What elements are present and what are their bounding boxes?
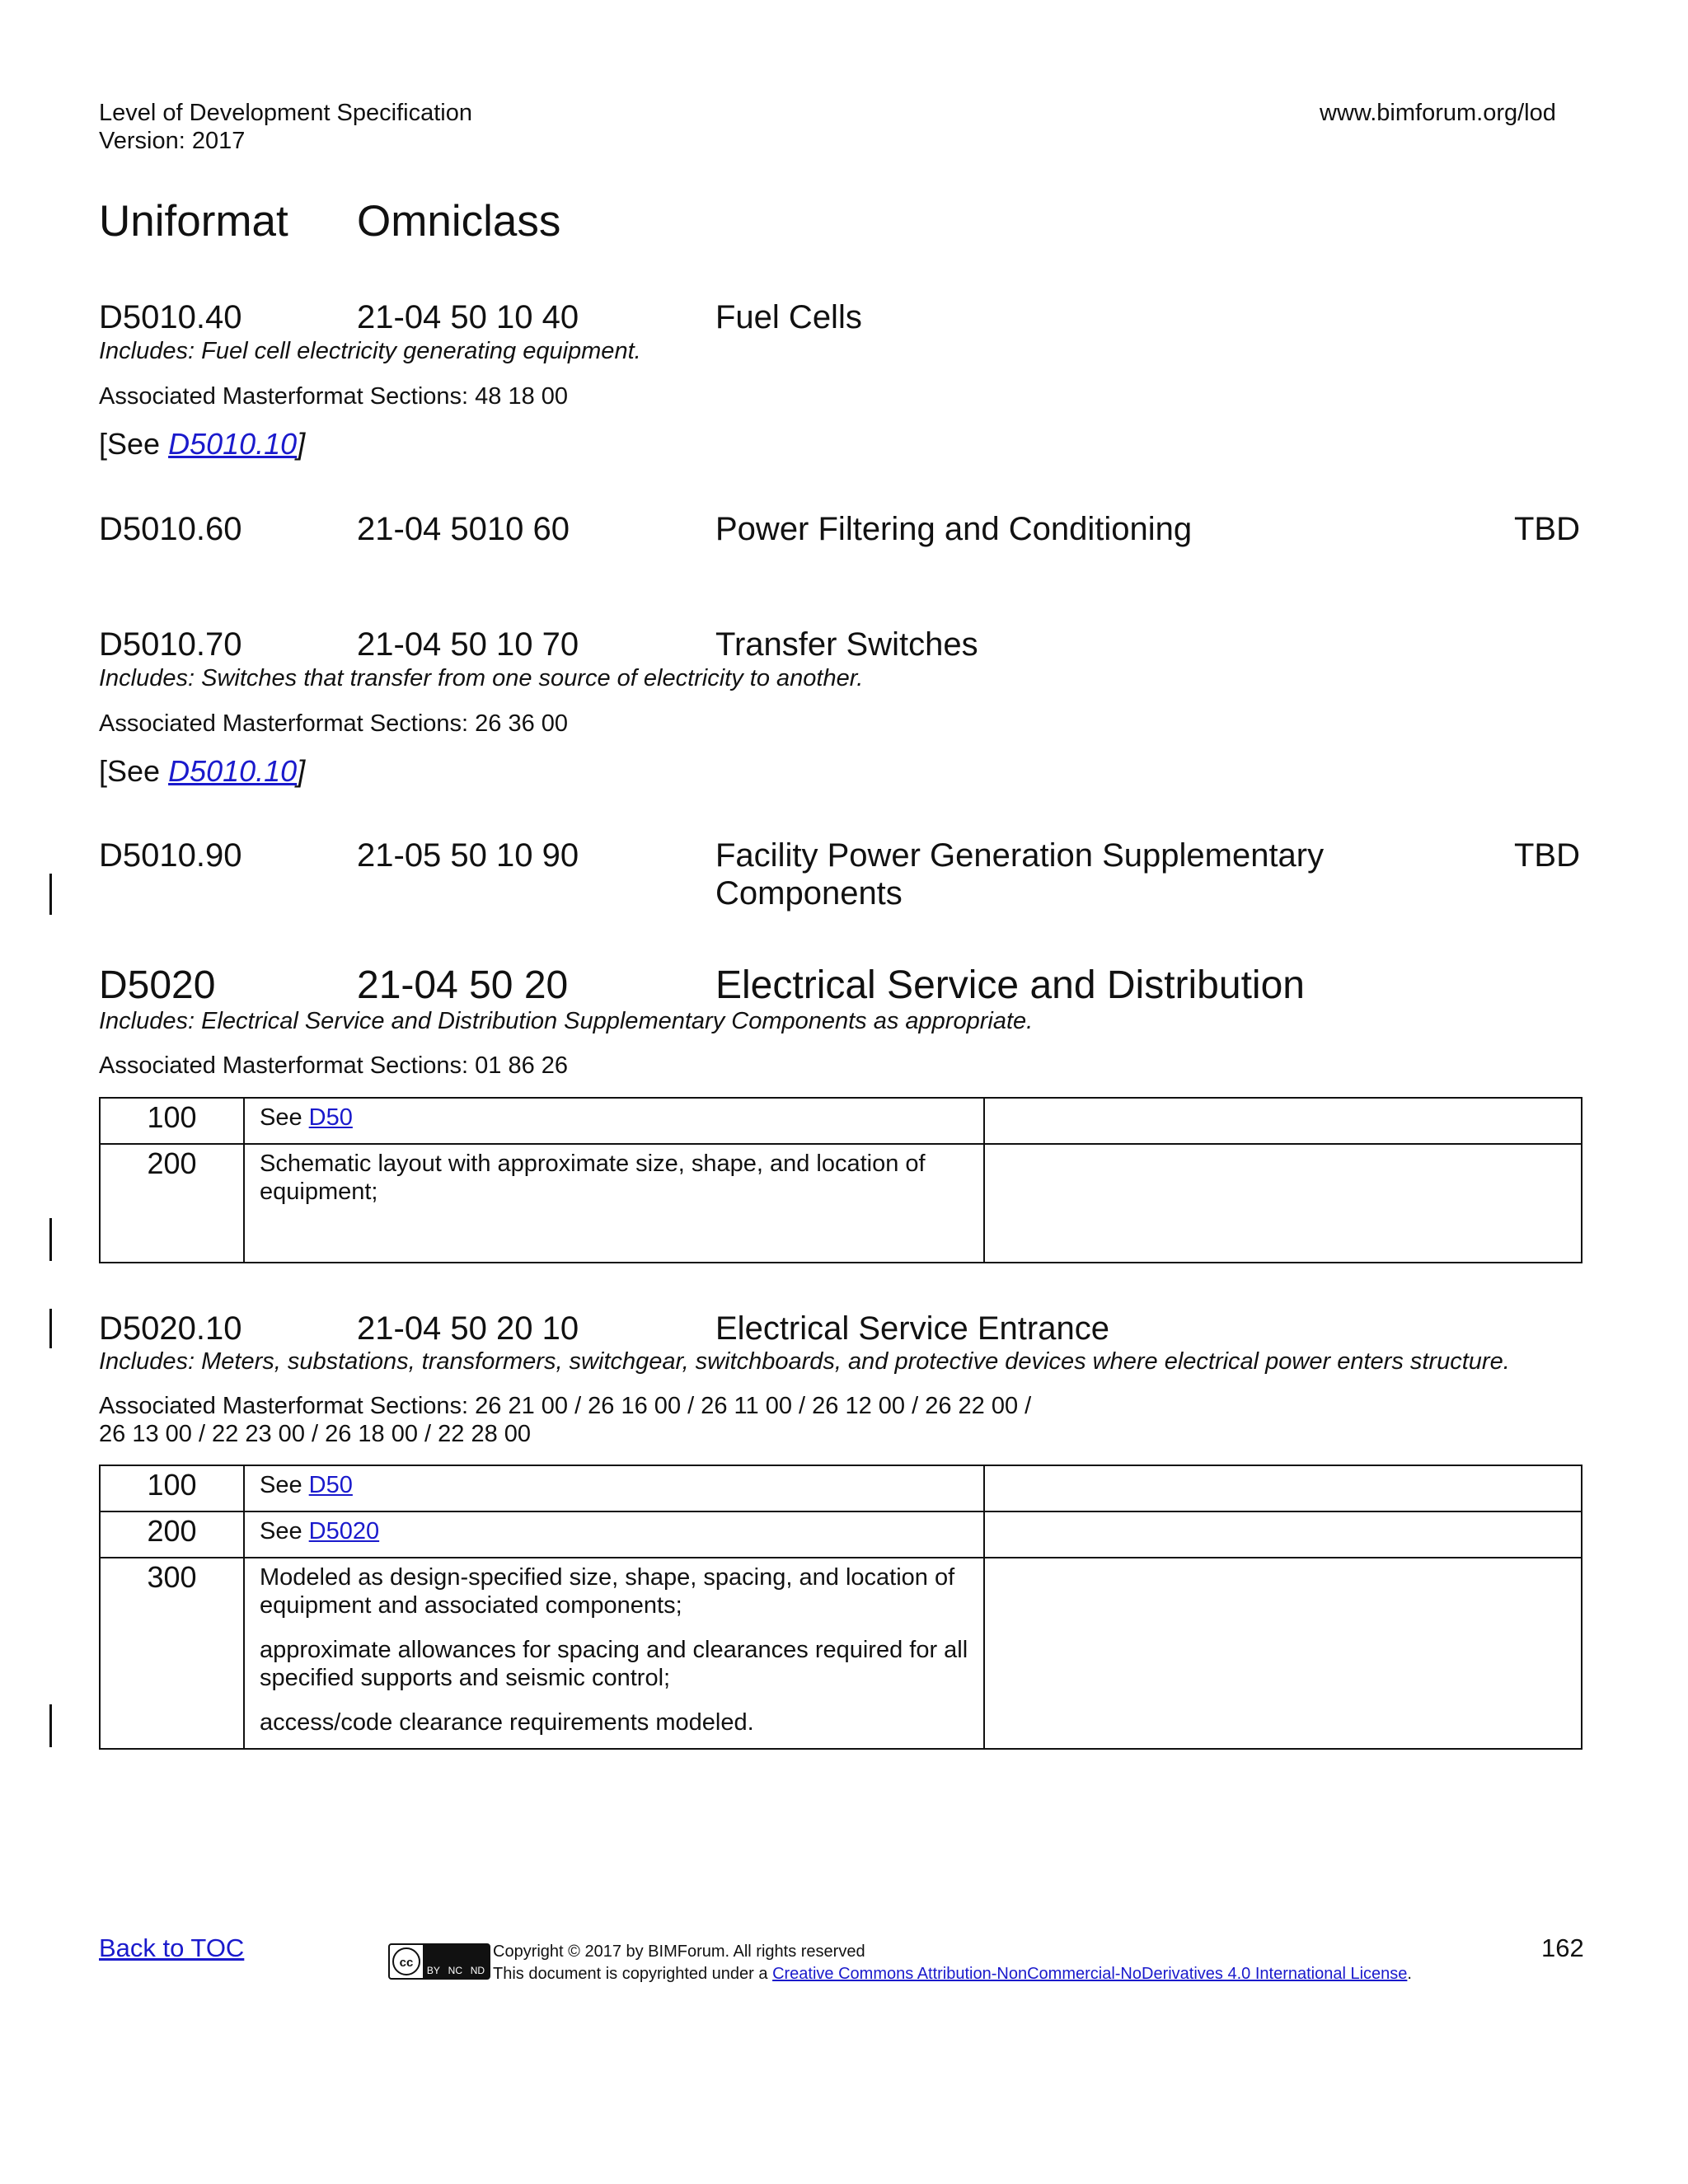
omniclass-code: 21-05 50 10 90 [357, 837, 579, 874]
description-paragraph: Modeled as design-specified size, shape, spacing, and location of equipment and associated components; [260, 1564, 955, 1619]
uniformat-code: D5020.10 [99, 1310, 242, 1347]
table-row [100, 1465, 1582, 1511]
entry-name: Power Filtering and Conditioning [715, 511, 1193, 547]
lod-level: 300 [100, 1558, 244, 1749]
lod-level: 200 [100, 1511, 244, 1558]
includes-text: Includes: Fuel cell electricity generating equipment. [99, 338, 641, 364]
back-to-toc-link[interactable]: Back to TOC [99, 1933, 245, 1962]
lod-notes [984, 1511, 1582, 1558]
table-row [100, 1144, 1582, 1263]
entry-name-line2: Components [715, 875, 903, 912]
uniformat-code: D5010.40 [99, 299, 242, 335]
lod-description: See D50 [244, 1098, 984, 1144]
table-row [100, 1558, 1582, 1749]
uniformat-code: D5010.60 [99, 511, 242, 547]
table-row [100, 1511, 1582, 1558]
lod-notes [984, 1558, 1582, 1749]
see-link[interactable]: D50 [308, 1104, 353, 1131]
page-number: 162 [1541, 1933, 1584, 1962]
associated-sections: Associated Masterformat Sections: 01 86 26 [99, 1052, 569, 1079]
table-row [100, 1098, 1582, 1144]
lod-description: See D50 [244, 1465, 984, 1511]
uniformat-code: D5010.90 [99, 837, 242, 874]
lod-level: 200 [100, 1144, 244, 1263]
includes-text: Includes: Electrical Service and Distribution Supplementary Components as appropriate. [99, 1008, 1034, 1034]
lod-description: Schematic layout with approximate size, shape, and location of equipment; [244, 1144, 984, 1263]
uniformat-code: D5010.70 [99, 626, 242, 663]
entry-name: Fuel Cells [715, 299, 862, 335]
see-link[interactable]: D5010.10 [168, 754, 298, 788]
entry-name: Transfer Switches [715, 626, 978, 663]
associated-sections-line1: Associated Masterformat Sections: 26 21 00 / 26 16 00 / 26 11 00 / 26 12 00 / 26 22 00 / [99, 1393, 1032, 1419]
copyright-text: Copyright © 2017 by BIMForum. All rights reserved [493, 1943, 865, 1961]
see-reference: [See D5010.10] [99, 754, 306, 788]
entry-name: Electrical Service and Distribution [715, 963, 1305, 1007]
omniclass-code: 21-04 50 10 70 [357, 626, 579, 663]
status-tbd: TBD [1514, 837, 1580, 874]
lod-level: 100 [100, 1098, 244, 1144]
doc-version: Version: 2017 [99, 128, 246, 154]
see-link[interactable]: D50 [308, 1472, 353, 1498]
change-bar [49, 1218, 52, 1261]
lod-table [99, 1465, 1582, 1750]
lod-table [99, 1097, 1582, 1263]
omniclass-code: 21-04 5010 60 [357, 511, 570, 547]
creative-commons-badge-icon[interactable]: cc BY NC ND [388, 1943, 490, 1980]
lod-description: See D5020 [244, 1511, 984, 1558]
change-bar [49, 874, 52, 915]
lod-description [244, 1558, 984, 1749]
change-bar [49, 1704, 52, 1747]
omniclass-heading: Omniclass [357, 197, 561, 246]
license-link[interactable]: Creative Commons Attribution-NonCommercial-NoDerivatives 4.0 International License [772, 1965, 1408, 1983]
uniformat-heading: Uniformat [99, 197, 288, 246]
see-link[interactable]: D5020 [308, 1518, 380, 1544]
includes-text: Includes: Switches that transfer from one source of electricity to another. [99, 665, 864, 691]
omniclass-code: 21-04 50 20 10 [357, 1310, 579, 1347]
see-link[interactable]: D5010.10 [168, 427, 298, 461]
description-paragraph: approximate allowances for spacing and clearances required for all specified supports and seismic control; [260, 1637, 968, 1691]
lod-level: 100 [100, 1465, 244, 1511]
site-url: www.bimforum.org/lod [1320, 100, 1556, 126]
omniclass-code: 21-04 50 20 [357, 963, 569, 1007]
status-tbd: TBD [1514, 511, 1580, 547]
includes-text: Includes: Meters, substations, transformers, switchgear, switchboards, and protective devices where electrical power enters structure. [99, 1348, 1510, 1375]
lod-notes [984, 1098, 1582, 1144]
license-text: This document is copyrighted under a Creative Commons Attribution-NonCommercial-NoDerivatives 4.0 International License. [493, 1965, 1412, 1983]
doc-title: Level of Development Specification [99, 100, 472, 126]
associated-sections: Associated Masterformat Sections: 48 18 00 [99, 383, 569, 410]
associated-sections-line2: 26 13 00 / 22 23 00 / 26 18 00 / 22 28 00 [99, 1421, 532, 1447]
entry-name: Electrical Service Entrance [715, 1310, 1109, 1347]
description-paragraph: access/code clearance requirements modeled. [260, 1709, 754, 1736]
see-reference: [See D5010.10] [99, 427, 306, 461]
entry-name-line1: Facility Power Generation Supplementary [715, 837, 1325, 874]
associated-sections: Associated Masterformat Sections: 26 36 00 [99, 710, 569, 737]
change-bar [49, 1309, 52, 1348]
lod-notes [984, 1144, 1582, 1263]
lod-notes [984, 1465, 1582, 1511]
uniformat-code: D5020 [99, 963, 216, 1007]
omniclass-code: 21-04 50 10 40 [357, 299, 579, 335]
